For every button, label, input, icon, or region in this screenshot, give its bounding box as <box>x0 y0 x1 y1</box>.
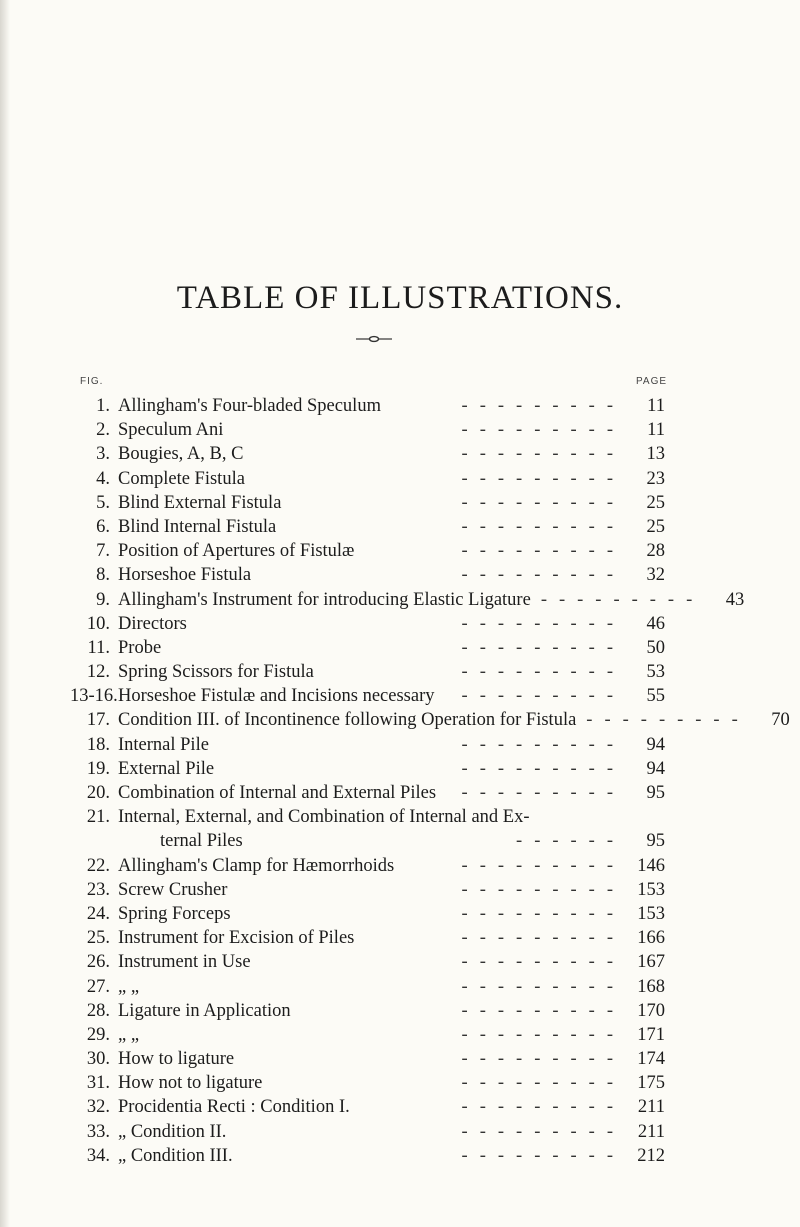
page-number: 171 <box>637 1024 665 1045</box>
page-number: 53 <box>646 662 665 683</box>
figure-number: 20. <box>86 783 110 803</box>
page-number: 166 <box>637 928 665 949</box>
list-item <box>70 515 665 539</box>
page-number: 43 <box>725 589 745 610</box>
leader-dashes: --------- <box>461 637 625 658</box>
list-item <box>70 467 665 491</box>
list-item <box>70 950 665 974</box>
leader-dashes: --------- <box>461 686 625 707</box>
list-item <box>70 1047 665 1071</box>
fig-column-header: FIG. <box>80 376 104 387</box>
figure-number: 23. <box>86 879 110 900</box>
figure-number: 34. <box>86 1145 110 1166</box>
list-item <box>70 612 665 636</box>
figure-number: 4. <box>96 468 110 489</box>
illustration-title: Horseshoe Fistula <box>118 565 252 586</box>
list-item <box>70 757 665 781</box>
leader-dashes: --------- <box>461 1121 625 1142</box>
illustration-title: Speculum Ani <box>118 420 224 441</box>
leader-dashes: --------- <box>461 492 625 513</box>
illustration-title: Combination of Internal and External Piles <box>118 783 437 803</box>
illustration-title: Allingham's Four-bladed Speculum <box>118 396 381 416</box>
list-item <box>70 781 665 805</box>
figure-number: 32. <box>86 1097 110 1118</box>
list-item <box>70 418 665 442</box>
list-item <box>70 684 665 708</box>
list-item <box>70 539 665 563</box>
illustration-title: Instrument in Use <box>118 952 251 973</box>
list-item <box>70 636 665 660</box>
figure-number: 8. <box>96 565 110 586</box>
illustration-title: Position of Apertures of Fistulæ <box>118 541 355 562</box>
illustration-title: How to ligature <box>118 1049 235 1070</box>
leader-dashes: --------- <box>461 541 625 562</box>
leader-dashes: --------- <box>540 589 705 610</box>
list-item <box>70 1095 665 1119</box>
illustration-title: Probe <box>118 637 162 658</box>
leader-dashes: --------- <box>461 468 625 489</box>
list-item <box>70 660 665 684</box>
list-item <box>70 999 665 1023</box>
illustration-title: Procidentia Recti : Condition I. <box>118 1097 350 1118</box>
list-item <box>70 563 665 587</box>
figure-number: 3. <box>96 444 110 465</box>
list-item <box>70 442 665 466</box>
figure-number: 26. <box>86 952 110 973</box>
page-column-header: PAGE <box>636 376 668 387</box>
figure-number: 2. <box>96 420 110 441</box>
figure-number: 5. <box>96 492 110 513</box>
figure-number: 19. <box>86 758 110 779</box>
figure-number: 31. <box>86 1073 110 1094</box>
page-number: 28 <box>646 541 665 562</box>
illustration-title: Internal Pile <box>118 734 209 755</box>
leader-dashes: --------- <box>461 444 625 465</box>
illustration-title: Directors <box>118 613 187 634</box>
page-number: 11 <box>647 420 665 441</box>
leader-dashes: --------- <box>461 783 625 803</box>
leader-dashes: ------ <box>516 831 625 852</box>
page-number: 95 <box>646 783 665 803</box>
leader-dashes: --------- <box>461 903 625 924</box>
figure-number: 29. <box>86 1024 110 1045</box>
page-number: 55 <box>646 686 665 707</box>
list-item <box>70 805 665 829</box>
page-number: 94 <box>646 758 665 779</box>
figure-number: 33. <box>86 1121 110 1142</box>
list-item <box>70 733 665 757</box>
page-number: 70 <box>771 710 790 731</box>
page-number: 211 <box>637 1097 665 1118</box>
illustration-title: Blind Internal Fistula <box>118 516 277 537</box>
list-item <box>70 1120 665 1144</box>
leader-dashes: --------- <box>461 928 625 949</box>
illustration-title: Screw Crusher <box>118 879 228 900</box>
leader-dashes: --------- <box>461 1000 625 1021</box>
illustration-title: Instrument for Excision of Piles <box>118 928 355 949</box>
figure-number: 12. <box>86 662 110 683</box>
page-number: 94 <box>646 734 665 755</box>
figure-number: 25. <box>86 928 110 949</box>
list-item <box>70 394 665 418</box>
illustration-title: How not to ligature <box>118 1073 263 1094</box>
page-number: 153 <box>637 879 665 900</box>
illustration-title: Spring Scissors for Fistula <box>118 662 314 683</box>
list-item-continuation <box>70 829 665 853</box>
illustration-title: Internal, External, and Combination of Internal and Ex- <box>118 807 530 828</box>
illustration-title: Complete Fistula <box>118 468 245 489</box>
leader-dashes: --------- <box>461 662 625 683</box>
list-item <box>70 1144 665 1168</box>
page-number: 13 <box>646 444 665 465</box>
leader-dashes: --------- <box>461 879 625 900</box>
list-item <box>70 1071 665 1095</box>
list-item <box>70 588 745 612</box>
illustration-title: Bougies, A, B, C <box>118 444 244 465</box>
page-number: 11 <box>647 396 665 416</box>
illustration-title: Allingham's Clamp for Hæmorrhoids <box>118 855 395 876</box>
page-number: 50 <box>646 637 665 658</box>
illustration-title: Horseshoe Fistulæ and Incisions necessary <box>118 686 435 707</box>
page-number: 146 <box>637 855 665 876</box>
leader-dashes: --------- <box>461 1073 625 1094</box>
figure-number: 22. <box>86 855 110 876</box>
illustration-title: External Pile <box>118 758 215 779</box>
figure-number: 18. <box>86 734 110 755</box>
figure-number: 1. <box>96 396 110 416</box>
page-number: 168 <box>637 976 665 997</box>
leader-dashes: --------- <box>461 976 625 997</box>
page-number: 46 <box>646 613 665 634</box>
page-number: 95 <box>646 831 665 852</box>
leader-dashes: --------- <box>461 855 625 876</box>
page-number: 170 <box>637 1000 665 1021</box>
page-number: 211 <box>637 1121 665 1142</box>
figure-number: 17. <box>86 710 110 731</box>
page-binding-shadow <box>0 0 10 1227</box>
list-item <box>70 878 665 902</box>
illustration-title: Ligature in Application <box>118 1000 291 1021</box>
page-number: 25 <box>646 516 665 537</box>
list-item <box>70 708 790 732</box>
leader-dashes: --------- <box>461 1049 625 1070</box>
page-number: 25 <box>646 492 665 513</box>
illustration-title: Allingham's Instrument for introducing Elastic Ligature <box>118 589 531 610</box>
page-number: 32 <box>646 565 665 586</box>
leader-dashes: --------- <box>461 1024 625 1045</box>
leader-dashes: --------- <box>461 734 625 755</box>
figure-number: 9. <box>96 589 110 610</box>
figure-number: 27. <box>86 976 110 997</box>
page-number: 23 <box>646 468 665 489</box>
list-item <box>70 975 665 999</box>
leader-dashes: --------- <box>461 952 625 973</box>
list-item <box>70 491 665 515</box>
illustration-title: Condition III. of Incontinence following Operation for Fistula <box>118 710 577 731</box>
page-number: 167 <box>637 952 665 973</box>
figure-number: 13-16. <box>70 686 118 707</box>
figure-number: 6. <box>96 516 110 537</box>
ornament-rule-icon <box>356 336 392 342</box>
page-title: TABLE OF ILLUSTRATIONS. <box>176 280 624 316</box>
leader-dashes: --------- <box>461 758 625 779</box>
leader-dashes: --------- <box>586 710 750 731</box>
list-item <box>70 902 665 926</box>
illustration-title: Spring Forceps <box>118 903 231 924</box>
page-number: 175 <box>637 1073 665 1094</box>
figure-number: 10. <box>86 613 110 634</box>
illustrations-list <box>70 394 790 1168</box>
illustration-title: „ Condition III. <box>118 1145 233 1166</box>
leader-dashes: --------- <box>461 516 625 537</box>
illustration-title-continued: ternal Piles <box>160 831 243 852</box>
leader-dashes: --------- <box>461 1145 625 1166</box>
figure-number: 24. <box>86 903 110 924</box>
leader-dashes: --------- <box>461 1097 625 1118</box>
list-item <box>70 854 665 878</box>
leader-dashes: --------- <box>461 396 625 416</box>
leader-dashes: --------- <box>461 613 625 634</box>
figure-number: 7. <box>96 541 110 562</box>
page-number: 174 <box>637 1049 665 1070</box>
figure-number: 11. <box>87 637 110 658</box>
illustration-title: „ Condition II. <box>118 1121 227 1142</box>
illustration-title: „ „ <box>118 1024 140 1045</box>
figure-number: 30. <box>86 1049 110 1070</box>
list-item <box>70 926 665 950</box>
illustration-title: „ „ <box>118 976 140 997</box>
figure-number: 28. <box>86 1000 110 1021</box>
figure-number: 21. <box>86 807 110 828</box>
leader-dashes: --------- <box>461 565 625 586</box>
leader-dashes: --------- <box>461 420 625 441</box>
list-item <box>70 1023 665 1047</box>
illustration-title: Blind External Fistula <box>118 492 282 513</box>
page-number: 212 <box>637 1145 665 1166</box>
page-number: 153 <box>637 903 665 924</box>
